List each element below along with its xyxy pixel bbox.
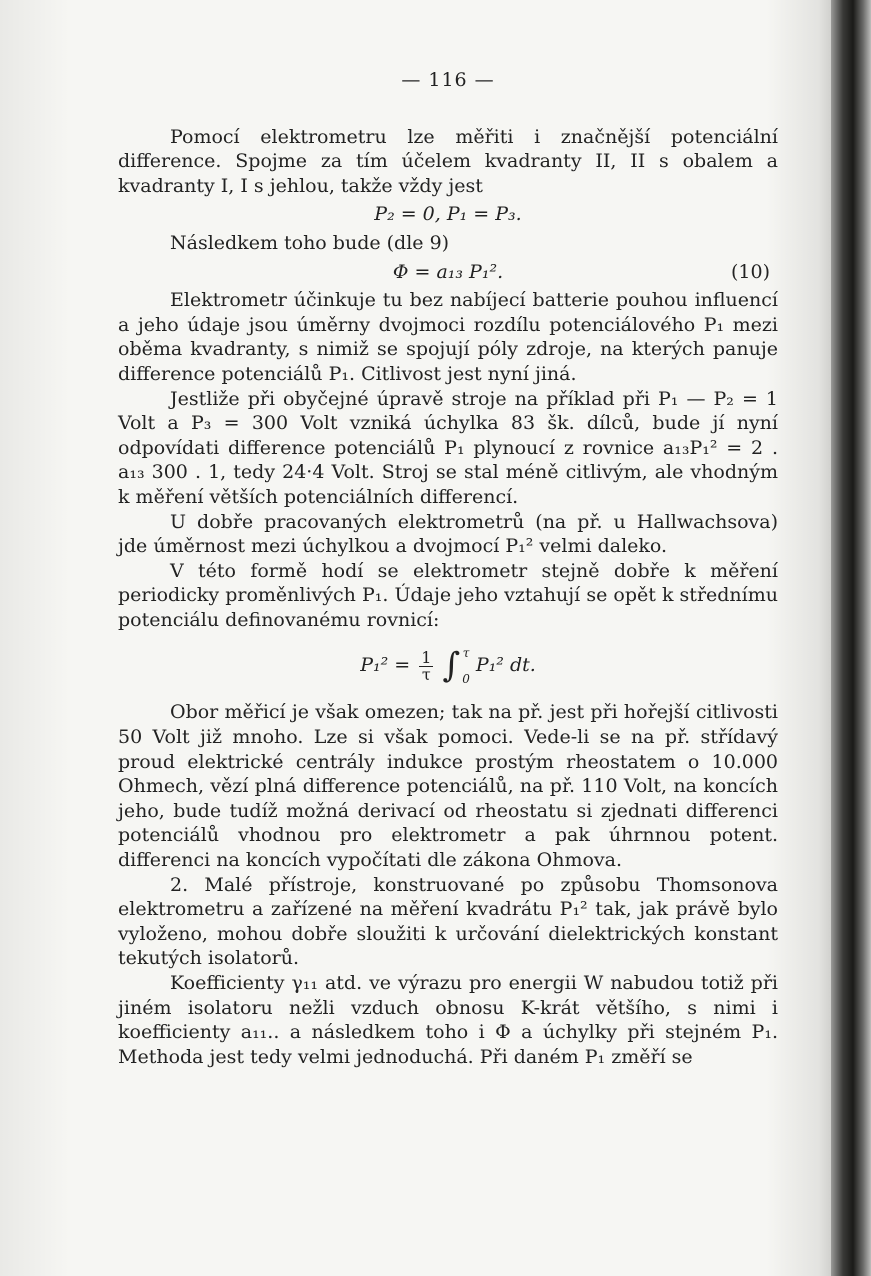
equation-10-body: Φ = a₁₃ P₁².: [392, 260, 504, 283]
integral-lower-limit: 0: [462, 672, 470, 687]
paragraph-1: Pomocí elektrometru lze měřiti i značnější potenciální difference. Spojme za tím účelem kvadranty II, II s obalem a kvadranty I, I s jehlou, takže vždy jest: [118, 125, 778, 197]
paragraph-9: Koefficienty γ₁₁ atd. ve výrazu pro energii W nabudou totiž při jiném isolatoru nežli vzduch obnosu K-krát většího, s nimi i koefficienty a₁₁.. a následkem toho i Φ a úchylky při stejném P₁. Methoda jest tedy velmi jednoduchá. Při daném P₁ změří se: [118, 972, 778, 1068]
integral-lhs: P₁² =: [360, 654, 417, 677]
equation-10: [118, 260, 778, 285]
page-number: — 116 —: [401, 69, 495, 91]
paragraph-4: Jestliže při obyčejné úpravě stroje na příklad při P₁ — P₂ = 1 Volt a P₃ = 300 Volt vzniká úchylka 83 šk. dílců, bude jí nyní odpovídati difference potenciálů P₁ plynoucí z rovnice a₁₃P₁² = 2 . a₁₃ 300 . 1, tedy 24·4 Volt. Stroj se stal méně citlivým, ale vhodným k měření větších potenciálních differencí.: [118, 387, 778, 508]
integrand: P₁² dt.: [475, 654, 536, 677]
paragraph-7: Obor měřicí je však omezen; tak na př. jest při hořejší citlivosti 50 Volt již mnoho. Lze si však pomoci. Vede-li se na př. střídavý proud elektrické centrály indukce prostým rheostatem o 10.000 Ohmech, vězí plná difference potenciálů, na př. 110 Volt, na koncích jeho, bude tudíž možná derivací od rheostatu si zjednati differenci potenciálů vhodnou pro elektrometr a pak úhrnnou potent. differenci na koncích vypočítati dle zákona Ohmova.: [118, 701, 778, 872]
integral-limits: [462, 640, 470, 692]
book-spine-shadow: [831, 0, 871, 1276]
paragraph-3: Elektrometr účinkuje tu bez nabíjecí batterie pouhou influencí a jeho údaje jsou úměrny dvojmoci rozdílu potenciálového P₁ mezi oběma kvadranty, s nimiž se spojují póly zdroje, na kterých panuje difference potenciálů P₁. Citlivost jest nyní jiná.: [118, 289, 778, 385]
paragraph-8: 2. Malé přístroje, konstruované po způsobu Thomsonova elektrometru a zařízené na měření kvadrátu P₁² tak, jak právě bylo vyloženo, mohou dobře sloužiti k určování dielektrických konstant tekutých isolatorů.: [118, 873, 778, 970]
fraction-numerator: 1: [421, 647, 432, 667]
equation-number: (10): [730, 260, 770, 283]
integral-upper-limit: τ: [462, 646, 470, 661]
equation-integral: [118, 640, 778, 692]
integral-sign: ∫: [442, 646, 461, 687]
paragraph-5: U dobře pracovaných elektrometrů (na př. u Hallwachsova) jde úměrnost mezi úchylkou a dvojmocí P₁² velmi daleko.: [118, 510, 778, 558]
paragraph-2: Následkem toho bude (dle 9): [170, 231, 450, 254]
integral-fraction: [419, 647, 433, 684]
equation-1: P₂ = 0, P₁ = P₃.: [374, 203, 522, 226]
fraction-denominator: τ: [421, 664, 431, 684]
page-content: [118, 68, 778, 1069]
paragraph-6: V této formě hodí se elektrometr stejně dobře k měření periodicky proměnlivých P₁. Údaje jeho vztahují se opět k střednímu potenciálu definovanému rovnicí:: [118, 559, 778, 631]
